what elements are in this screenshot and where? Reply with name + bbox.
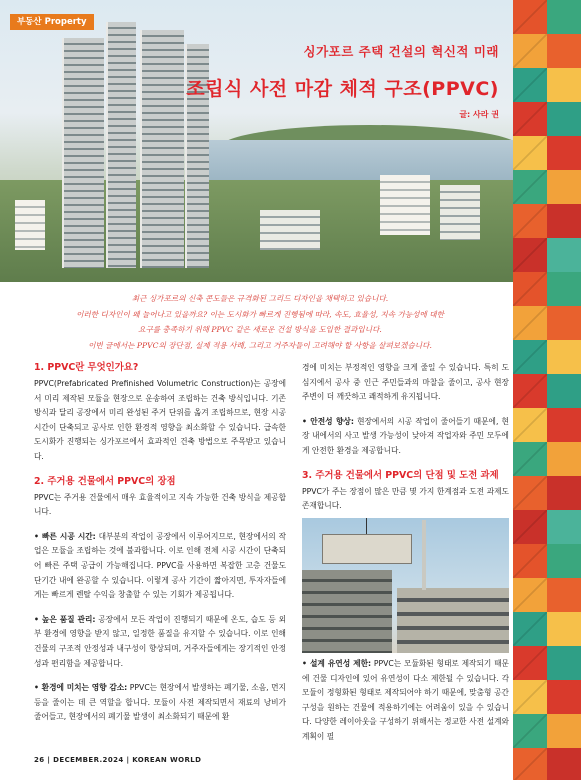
prefab-module: [322, 534, 412, 564]
hero-photo: [0, 0, 513, 282]
bullet-paragraph: [34, 530, 286, 603]
hero-building: [380, 175, 430, 235]
bullet-text: 공장에서 모든 작업이 진행되기 때문에 온도, 습도 등 외부 환경에 영향을 받지 않고, 일정한 품질을 유지할 수 있습니다. 이로 인해 건물의 구조적 안정성과 내구성이 향상되며, 거주자들에게는 장기적인 안정성과 편리함을 제공합니다.: [34, 614, 286, 668]
bullet-paragraph: [302, 415, 509, 459]
bullet-label: • 빠른 시공 시간:: [34, 531, 96, 541]
bullet-label: • 높은 품질 관리:: [34, 614, 96, 624]
bullet-label: • 환경에 미치는 영향 감소:: [34, 683, 128, 693]
hero-building: [260, 210, 320, 250]
section-body: PPVC는 주거용 건물에서 매우 효율적이고 지속 가능한 건축 방식을 제공합니다.: [34, 492, 286, 517]
bullet-paragraph: [34, 613, 286, 671]
bullet-label: • 안전성 향상:: [302, 416, 354, 426]
intro-line: 최근 싱가포르의 신축 콘도들은 규격화된 그리드 디자인을 채택하고 있습니다.: [131, 294, 389, 303]
hero-tower-2: [106, 22, 136, 268]
section-body: PPVC가 주는 장점이 많은 만큼 몇 가지 한계점과 도전 과제도 존재합니다.: [302, 486, 509, 511]
hero-tower-1: [62, 38, 104, 268]
continuation-text: 경에 미치는 부정적인 영향을 크게 줄일 수 있습니다. 특히 도심지에서 공사 중 인근 주민들과의 마찰을 줄이고, 공사 현장 주변이 더 깨끗하고 쾌적하게 유지됩니다.: [302, 363, 509, 402]
article-subtitle: 싱가포르 주택 건설의 혁신적 미래: [303, 44, 499, 59]
section-body: PPVC(Prefabricated Prefinished Volumetric Construction)는 공장에서 미리 제작된 모듈을 현장으로 운송하여 조립하는 건축 방식입니다. 기존 방식과 달리 공장에서 미리 완성된 주거 단위를 옮겨 조립하므로, 현장 시공 시간이 단축되고 공사로 인한 환경적 영향을 최소화할 수 있습니다. 급속한 도시화가 진행되는 싱가포르에서 효과적인 건축 방법으로 주목받고 있습니다.: [34, 379, 286, 461]
section-heading: 2. 주거용 건물에서 PPVC의 장점: [34, 475, 176, 487]
hero-sea: [200, 140, 513, 180]
intro-line: 이번 글에서는 PPVC의 장단점, 실제 적용 사례, 그리고 거주자들이 고려해야 할 사항을 살펴보겠습니다.: [88, 340, 432, 350]
bullet-text: 현장에서의 시공 작업이 줄어들기 때문에, 현장 내에서의 사고 발생 가능성이 낮아져 작업자와 주민 모두에게 안전한 환경을 제공합니다.: [302, 416, 509, 455]
hero-tower-3: [140, 30, 184, 268]
bullet-text: PPVC는 모듈화된 형태로 제작되기 때문에 건물 디자인에 있어 유연성이 다소 제한될 수 있습니다. 각 모듈이 정형화된 형태로 제작되어야 하기 때문에, 맞춤형 공간 구성을 원하는 건물에 적용하기에는 어려움이 있을 수 있습니다. 다양한 레이아웃을 구성하기 위해서는 정교한 사전 설계와 계획이 필: [302, 659, 509, 741]
right-column: [302, 361, 509, 524]
intro-line: 이러한 디자인이 왜 늘어나고 있을까요? 이는 도시화가 빠르게 진행됨에 따라, 속도, 효율성, 지속 가능성에 대한: [76, 309, 444, 319]
category-tag: 부동산 Property: [10, 14, 94, 30]
article-title: 조립식 사전 마감 체적 구조(PPVC): [186, 78, 499, 100]
right-column-lower: [302, 657, 509, 755]
cube-column: [547, 0, 581, 780]
hero-building: [440, 185, 480, 240]
title-block: [186, 42, 499, 120]
bullet-paragraph: [34, 681, 286, 725]
section-heading: 1. PPVC란 무엇인가요?: [34, 362, 139, 373]
intro-line: 요구를 충족하기 위해 PPVC 같은 새로운 건설 방식을 도입한 결과입니다.: [138, 325, 382, 335]
bullet-label: • 설계 유연성 제한:: [302, 659, 372, 668]
photo-building: [302, 570, 392, 653]
section-heading: 3. 주거용 건물에서 PPVC의 단점 및 도전 과제: [302, 469, 499, 481]
photo-building: [397, 588, 509, 653]
bullet-text: PPVC는 현장에서 발생하는 폐기물, 소음, 먼지 등을 줄이는 데 큰 역할을 합니다. 모듈이 사전 제작되면서 재료의 낭비가 줄어들고, 현장에서의 폐기물 발생이 최소화되기 때문에 환: [34, 683, 286, 722]
page-footer: 26 | DECEMBER.2024 | KOREAN WORLD: [34, 756, 202, 764]
crane-mast: [422, 520, 426, 590]
decorative-cube-pattern: [513, 0, 581, 780]
intro-paragraph: [40, 291, 480, 353]
bullet-text: 대부분의 작업이 공장에서 이루어지므로, 현장에서의 작업은 모듈을 조립하는 것에 불과합니다. 이로 인해 전체 시공 시간이 단축되어 빠른 주택 공급이 가능해집니다. PPVC를 사용하면 복잡한 고층 건물도 단기간 내에 완공할 수 있습니다. 이렇게 공사 기간이 짧아지면, 투자자들에게는 빠르게 렌탈 수익을 창출할 수 있는 기회가 제공됩니다.: [34, 531, 286, 600]
bullet-paragraph: [302, 657, 509, 745]
crane-photo: [302, 518, 509, 653]
left-column: [34, 361, 286, 735]
hero-building: [15, 200, 45, 250]
byline: 글: 사라 권: [459, 110, 499, 119]
